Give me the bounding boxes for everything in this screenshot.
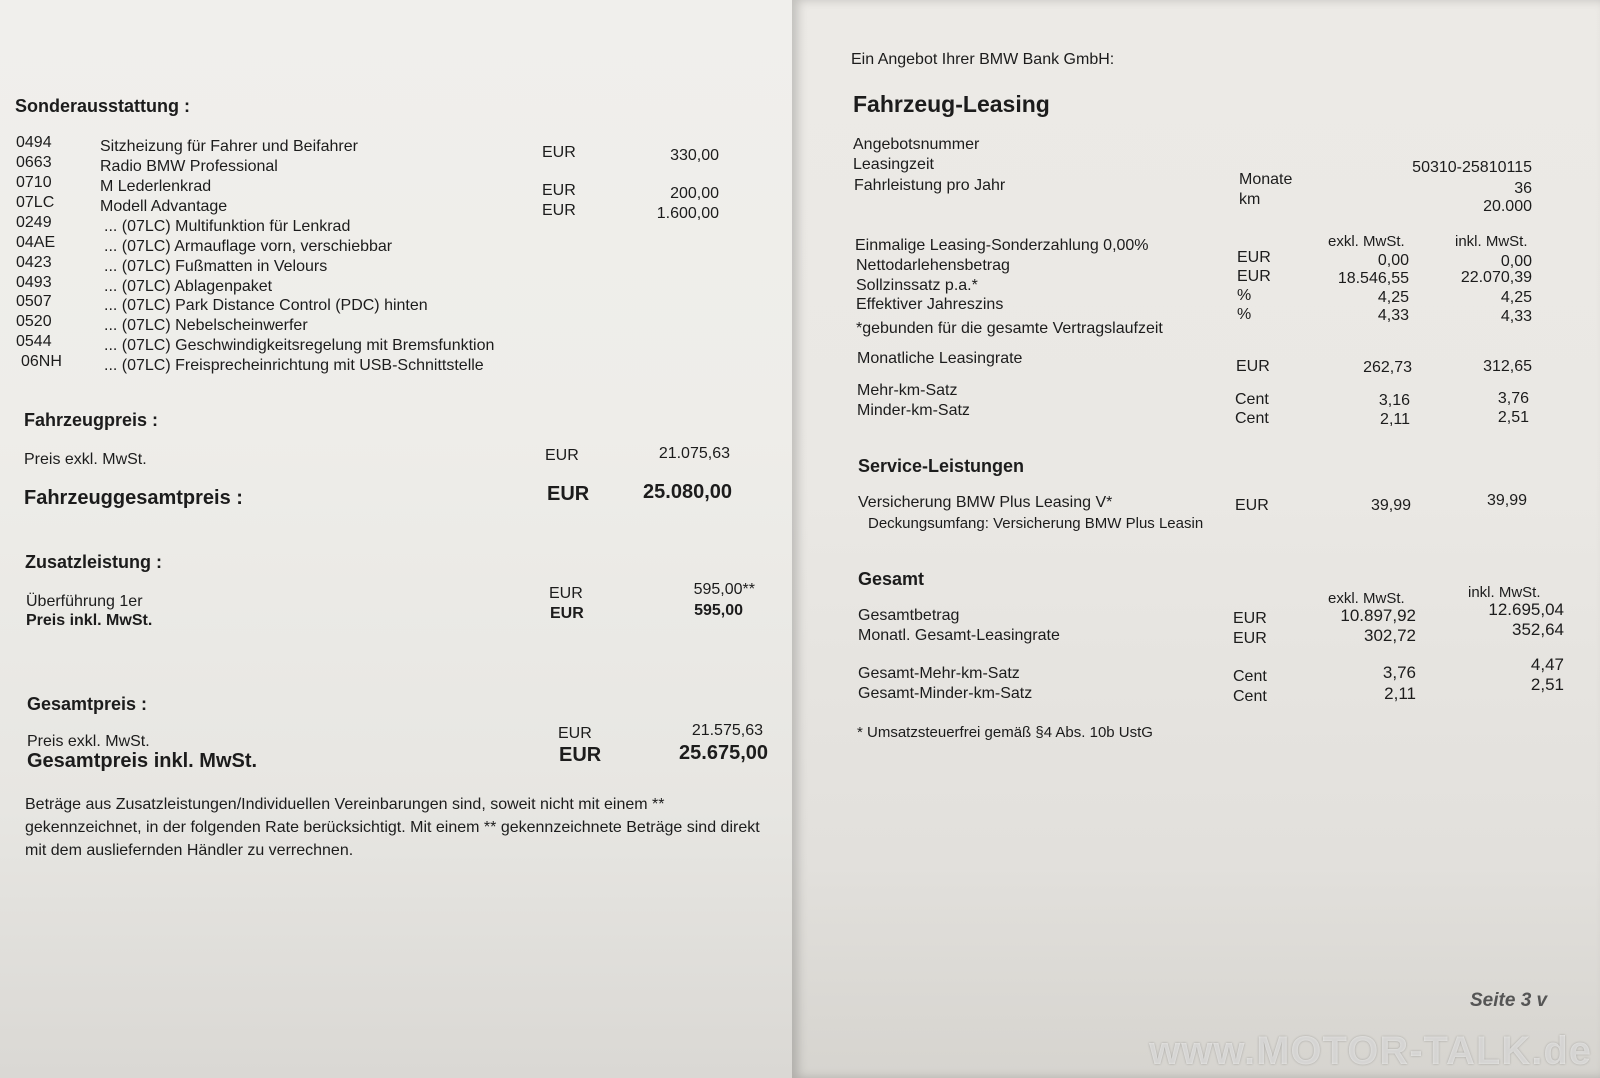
offer-intro: Ein Angebot Ihrer BMW Bank GmbH: bbox=[851, 51, 1115, 68]
km-rate-unit: Cent bbox=[1235, 410, 1269, 427]
financing-unit: EUR bbox=[1237, 268, 1271, 285]
total-row-label: Gesamtbetrag bbox=[858, 607, 960, 624]
total-row-excl: 2,11 bbox=[1384, 684, 1416, 703]
total-row-unit: Cent bbox=[1233, 668, 1267, 685]
mileage-unit: km bbox=[1239, 191, 1261, 208]
equipment-code: 0423 bbox=[16, 254, 52, 271]
fixed-rate-note: *gebunden für die gesamte Vertragslaufzeit bbox=[856, 320, 1163, 337]
equipment-currency: EUR bbox=[542, 144, 576, 161]
delivery-currency: EUR bbox=[549, 585, 583, 602]
monthly-rate-label: Monatliche Leasingrate bbox=[857, 350, 1023, 367]
insurance-coverage: Deckungsumfang: Versicherung BMW Plus Leasin bbox=[868, 515, 1204, 532]
total-excl-value: 21.575,63 bbox=[691, 722, 763, 739]
vehicle-total-label: Fahrzeuggesamtpreis : bbox=[24, 487, 243, 509]
financing-excl: 4,25 bbox=[1377, 289, 1409, 306]
service-heading: Service-Leistungen bbox=[858, 456, 1025, 476]
vehicle-price-excl-currency: EUR bbox=[545, 447, 579, 464]
vehicle-price-excl-value: 21.075,63 bbox=[658, 445, 730, 462]
equipment-description: ... (07LC) Freisprecheinrichtung mit USB-Schnittstelle bbox=[104, 357, 484, 374]
equipment-price: 200,00 bbox=[670, 185, 719, 202]
mileage-value: 20.000 bbox=[1483, 198, 1532, 215]
equipment-code: 06NH bbox=[21, 353, 62, 370]
watermark: www.MOTOR-TALK.de bbox=[1149, 1029, 1592, 1073]
equipment-description: Modell Advantage bbox=[100, 198, 228, 215]
equipment-code: 04AE bbox=[16, 234, 56, 251]
offer-number: 50310-25810115 bbox=[1412, 159, 1532, 176]
equipment-price: 330,00 bbox=[670, 147, 719, 164]
financing-unit: % bbox=[1237, 287, 1252, 304]
financing-label: Nettodarlehensbetrag bbox=[856, 257, 1010, 274]
right-page bbox=[792, 0, 1600, 1078]
term-value: 36 bbox=[1514, 180, 1532, 197]
vat-note: * Umsatzsteuerfrei gemäß §4 Abs. 10b UstG bbox=[857, 724, 1153, 741]
delivery-label: Überführung 1er bbox=[26, 593, 143, 610]
total-row-unit: Cent bbox=[1233, 688, 1267, 705]
total-row-excl: 10.897,92 bbox=[1340, 606, 1416, 625]
additional-incl-currency: EUR bbox=[550, 605, 584, 622]
footnote: Beträge aus Zusatzleistungen/Individuellen Vereinbarungen sind, soweit nicht mit einem ** gekennzeichnet, in der folgenden Rate berücksichtigt. Mit einem ** gekennzeichnete Beträge sind direkt mit dem ausliefernden Händler zu verrechnen. bbox=[25, 796, 760, 859]
col-excl-header: exkl. MwSt. bbox=[1328, 233, 1405, 250]
total-row-label: Monatl. Gesamt-Leasingrate bbox=[858, 627, 1060, 644]
equipment-price: 1.600,00 bbox=[656, 205, 719, 222]
km-rate-excl: 2,11 bbox=[1380, 411, 1410, 428]
financing-incl: 0,00 bbox=[1500, 253, 1532, 270]
insurance-incl: 39,99 bbox=[1486, 492, 1527, 509]
financing-unit: % bbox=[1237, 306, 1252, 323]
monthly-rate-incl: 312,65 bbox=[1483, 358, 1532, 375]
total-incl-value: 25.675,00 bbox=[679, 742, 768, 764]
equipment-code: 0663 bbox=[16, 154, 52, 171]
financing-incl: 22.070,39 bbox=[1460, 269, 1532, 286]
financing-label: Effektiver Jahreszins bbox=[856, 296, 1004, 313]
total-row-incl: 12.695,04 bbox=[1488, 600, 1564, 619]
financing-label: Sollzinssatz p.a.* bbox=[856, 277, 978, 294]
equipment-code: 0249 bbox=[16, 214, 52, 231]
term-unit: Monate bbox=[1239, 171, 1293, 188]
km-rate-label: Minder-km-Satz bbox=[857, 402, 970, 419]
equipment-code: 0494 bbox=[16, 134, 52, 151]
total-row-incl: 2,51 bbox=[1530, 675, 1564, 694]
financing-label: Einmalige Leasing-Sonderzahlung 0,00% bbox=[855, 237, 1149, 254]
financing-unit: EUR bbox=[1237, 249, 1271, 266]
financing-excl: 4,33 bbox=[1377, 307, 1409, 324]
equipment-description: ... (07LC) Multifunktion für Lenkrad bbox=[104, 218, 351, 235]
total-row-label: Gesamt-Minder-km-Satz bbox=[858, 685, 1033, 702]
financing-incl: 4,33 bbox=[1500, 308, 1532, 325]
total-incl-currency: EUR bbox=[559, 744, 602, 766]
total-price-heading: Gesamtpreis : bbox=[27, 694, 148, 714]
equipment-description: ... (07LC) Ablagenpaket bbox=[104, 278, 273, 295]
insurance-label: Versicherung BMW Plus Leasing V* bbox=[858, 494, 1113, 511]
special-equipment-heading: Sonderausstattung : bbox=[15, 96, 191, 116]
equipment-code: 0507 bbox=[16, 293, 52, 310]
insurance-excl: 39,99 bbox=[1370, 497, 1411, 514]
equipment-code: 07LC bbox=[16, 194, 55, 211]
additional-heading: Zusatzleistung : bbox=[25, 552, 163, 572]
equipment-description: ... (07LC) Park Distance Control (PDC) hinten bbox=[104, 297, 428, 314]
page-number: Seite 3 v bbox=[1470, 990, 1548, 1011]
vehicle-total-currency: EUR bbox=[547, 483, 590, 505]
equipment-code: 0544 bbox=[16, 333, 52, 350]
km-rate-incl: 3,76 bbox=[1497, 390, 1529, 407]
equipment-description: ... (07LC) Fußmatten in Velours bbox=[104, 258, 328, 275]
offer-number-label: Angebotsnummer bbox=[853, 136, 980, 153]
total-row-unit: EUR bbox=[1233, 630, 1267, 647]
monthly-rate-unit: EUR bbox=[1236, 358, 1270, 375]
col-incl-header: inkl. MwSt. bbox=[1455, 233, 1528, 250]
vehicle-total-value: 25.080,00 bbox=[643, 481, 732, 503]
additional-incl-label: Preis inkl. MwSt. bbox=[26, 612, 153, 629]
equipment-code: 0493 bbox=[16, 274, 52, 291]
total-incl-label: Gesamtpreis inkl. MwSt. bbox=[27, 750, 258, 772]
total-col-excl: exkl. MwSt. bbox=[1328, 590, 1405, 607]
total-excl-label: Preis exkl. MwSt. bbox=[27, 733, 150, 750]
equipment-code: 0520 bbox=[16, 313, 52, 330]
delivery-value: 595,00** bbox=[693, 581, 755, 598]
equipment-currency: EUR bbox=[542, 182, 576, 199]
km-rate-excl: 3,16 bbox=[1378, 392, 1410, 409]
total-row-label: Gesamt-Mehr-km-Satz bbox=[858, 665, 1020, 682]
term-label: Leasingzeit bbox=[853, 156, 934, 173]
financing-excl: 18.546,55 bbox=[1337, 270, 1409, 287]
total-col-incl: inkl. MwSt. bbox=[1468, 584, 1541, 601]
equipment-description: Radio BMW Professional bbox=[100, 158, 278, 175]
equipment-description: ... (07LC) Nebelscheinwerfer bbox=[104, 317, 308, 334]
total-row-excl: 302,72 bbox=[1364, 626, 1416, 645]
equipment-description: Sitzheizung für Fahrer und Beifahrer bbox=[100, 138, 358, 155]
insurance-unit: EUR bbox=[1235, 497, 1269, 514]
total-row-incl: 4,47 bbox=[1530, 655, 1564, 674]
additional-incl-value: 595,00 bbox=[694, 602, 743, 619]
total-row-incl: 352,64 bbox=[1512, 620, 1564, 639]
equipment-description: ... (07LC) Geschwindigkeitsregelung mit Bremsfunktion bbox=[104, 337, 495, 354]
km-rate-label: Mehr-km-Satz bbox=[857, 382, 958, 399]
financing-excl: 0,00 bbox=[1377, 252, 1409, 269]
km-rate-unit: Cent bbox=[1235, 391, 1269, 408]
equipment-currency: EUR bbox=[542, 202, 576, 219]
km-rate-incl: 2,51 bbox=[1497, 409, 1529, 426]
total-row-unit: EUR bbox=[1233, 610, 1267, 627]
vehicle-price-excl-label: Preis exkl. MwSt. bbox=[24, 451, 147, 468]
document-title: Fahrzeug-Leasing bbox=[853, 91, 1050, 117]
vehicle-price-heading: Fahrzeugpreis : bbox=[24, 410, 159, 430]
total-heading: Gesamt bbox=[858, 569, 925, 589]
monthly-rate-excl: 262,73 bbox=[1363, 359, 1412, 376]
left-page bbox=[0, 0, 792, 1078]
equipment-description: ... (07LC) Armauflage vorn, verschiebbar bbox=[104, 238, 393, 255]
equipment-code: 0710 bbox=[16, 174, 52, 191]
equipment-description: M Lederlenkrad bbox=[100, 178, 212, 195]
financing-incl: 4,25 bbox=[1500, 289, 1532, 306]
total-excl-currency: EUR bbox=[558, 725, 592, 742]
total-row-excl: 3,76 bbox=[1382, 663, 1416, 682]
mileage-label: Fahrleistung pro Jahr bbox=[854, 177, 1006, 194]
